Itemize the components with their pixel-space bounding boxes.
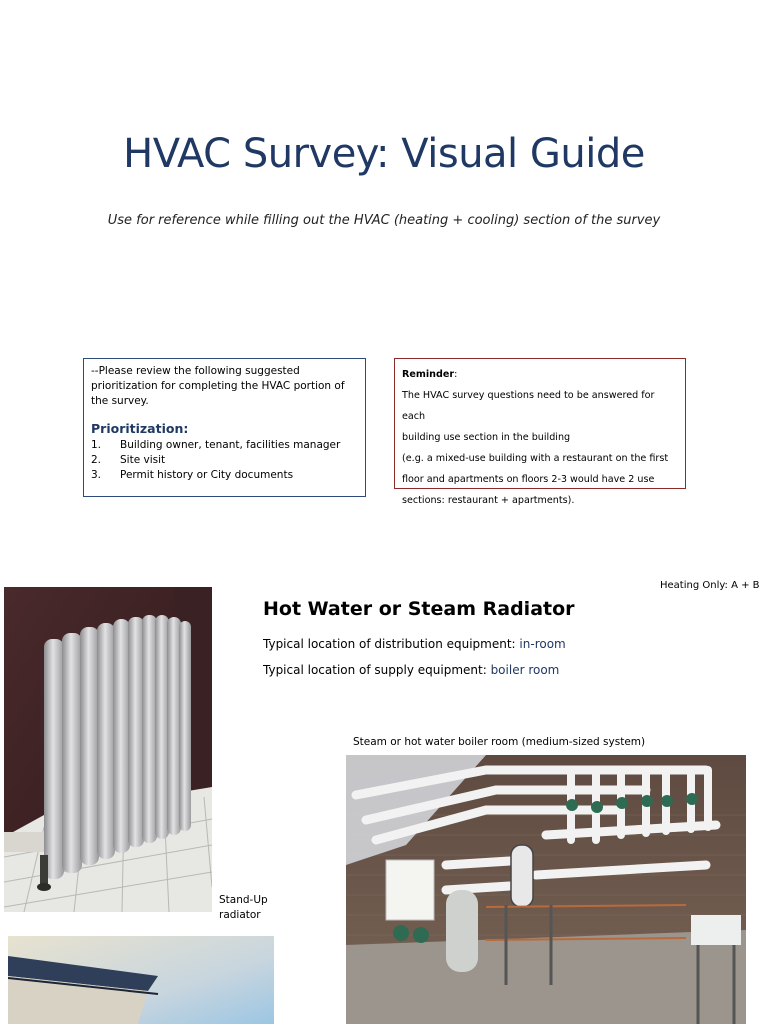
section-heading: Hot Water or Steam Radiator <box>263 598 575 620</box>
reminder-box <box>394 358 686 506</box>
list-item-text: Building owner, tenant, facilities manager <box>120 439 341 451</box>
page-subtitle: Use for reference while filling out the HVAC (heating + cooling) section of the survey <box>107 213 661 228</box>
prioritization-heading <box>91 421 358 436</box>
supply-label: Typical location of supply equipment: <box>263 663 491 677</box>
radiator-photo <box>4 587 212 912</box>
reminder-line: sections: restaurant + apartments). <box>402 495 575 506</box>
list-item <box>91 468 358 483</box>
distribution-label: Typical location of distribution equipment: <box>263 637 520 651</box>
supply-location <box>263 663 559 677</box>
prioritization-heading-colon: : <box>183 421 189 436</box>
radiator-caption <box>219 893 268 923</box>
supply-value: boiler room <box>490 663 560 677</box>
reminder-heading-text: Reminder <box>402 369 455 380</box>
reminder-line: The HVAC survey questions need to be answered for each <box>402 390 655 422</box>
distribution-value: in-room <box>519 637 566 651</box>
radiator-illustration <box>4 587 212 912</box>
list-item-text: Permit history or City documents <box>120 469 294 481</box>
baseboard-heater-illustration <box>8 936 274 1024</box>
list-item-text: Site visit <box>120 454 166 466</box>
list-item <box>91 438 358 453</box>
reminder-heading-colon: : <box>454 369 458 380</box>
prioritization-box <box>83 358 366 497</box>
reminder-line: floor and apartments on floors 2-3 would have 2 use <box>402 474 655 485</box>
boiler-room-caption: Steam or hot water boiler room (medium-sized system) <box>353 736 646 748</box>
list-item-number: 1. <box>91 439 102 451</box>
reminder-line: building use section in the building <box>402 432 571 443</box>
prioritization-heading-text: Prioritization <box>91 421 184 436</box>
heating-only-note: Heating Only: A + B <box>660 580 760 591</box>
radiator-caption-line: Stand-Up <box>219 894 268 906</box>
boiler-room-illustration <box>346 755 746 1024</box>
reminder-line: (e.g. a mixed-use building with a restaurant on the first <box>402 453 669 464</box>
prioritization-list <box>91 438 358 483</box>
prioritization-intro: --Please review the following suggested prioritization for completing the HVAC portion of the survey. <box>91 365 345 407</box>
page-title: HVAC Survey: Visual Guide <box>123 131 645 177</box>
list-item-number: 3. <box>91 469 102 481</box>
list-item <box>91 453 358 468</box>
distribution-location <box>263 637 566 651</box>
radiator-caption-line: radiator <box>219 909 261 921</box>
baseboard-heater-photo <box>8 936 274 1024</box>
boiler-room-photo <box>346 755 746 1024</box>
reminder-heading <box>402 364 678 385</box>
list-item-number: 2. <box>91 454 102 466</box>
